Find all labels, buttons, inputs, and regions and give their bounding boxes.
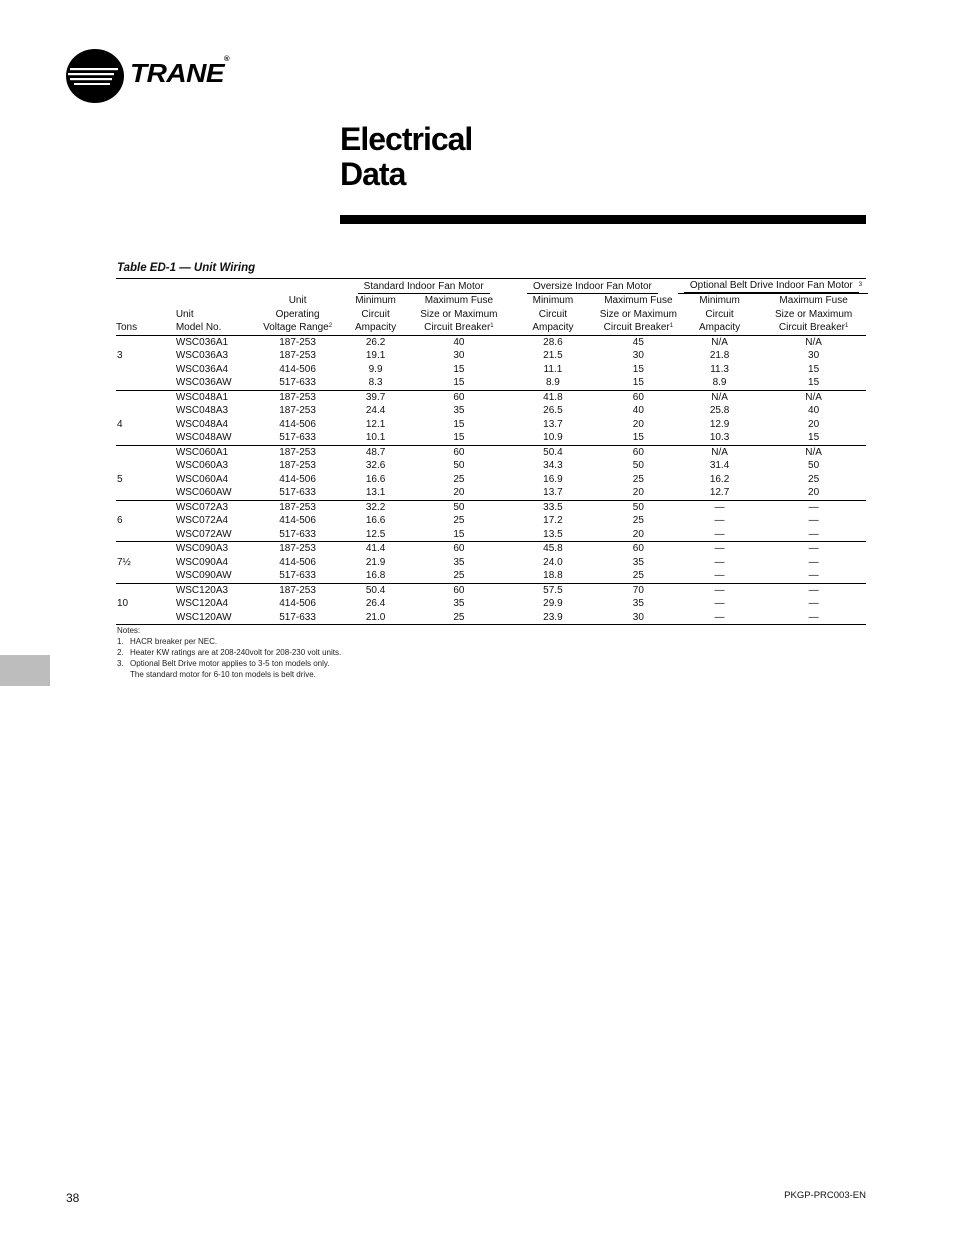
tons-cell: 7½ [117, 556, 131, 568]
value-cell: 39.7 [365, 391, 386, 403]
tons-cell [116, 500, 176, 514]
value-cell: 50 [632, 460, 644, 471]
model-cell: WSC060A1 [175, 446, 229, 458]
value-cell: 25 [453, 473, 465, 485]
value-cell: 8.9 [507, 376, 599, 390]
value-cell: 31.4 [709, 460, 730, 471]
value-cell: 15 [411, 528, 507, 542]
table-caption: Table ED-1 — Unit Wiring [117, 262, 256, 274]
value-cell: 8.9 [678, 376, 761, 390]
value-cell: 60 [632, 446, 644, 458]
value-cell: 34.3 [543, 460, 563, 471]
table-row [116, 431, 866, 445]
value-cell: 25 [808, 473, 820, 485]
trane-wordmark: TRANE® [130, 56, 230, 88]
table-row [116, 376, 866, 390]
value-cell: — [808, 501, 819, 513]
model-cell: WSC036A4 [175, 363, 229, 375]
value-cell: 414-506 [279, 418, 316, 430]
table-row [116, 528, 866, 542]
value-cell: — [808, 556, 819, 568]
value-cell: 17.2 [543, 515, 563, 526]
model-cell: WSC048AW [176, 431, 255, 445]
value-cell: — [714, 543, 725, 554]
tons-cell [116, 363, 176, 377]
value-cell: 15 [599, 376, 678, 390]
value-cell: 187-253 [279, 584, 316, 596]
model-cell: WSC036A3 [175, 350, 229, 361]
tons-group [116, 542, 866, 584]
value-cell: 21.5 [543, 350, 563, 361]
header-mfs-2-b: Size or Maximum [599, 308, 677, 320]
header-mca-2-c: Circuit [705, 308, 734, 320]
value-cell: — [808, 584, 819, 596]
table-notes [117, 625, 341, 680]
value-cell: 9.9 [368, 363, 383, 375]
value-cell: 50.4 [365, 584, 386, 596]
value-cell: 26.2 [365, 336, 386, 348]
group-header-standard: Standard Indoor Fan Motor [340, 279, 507, 295]
value-cell: 40 [632, 405, 644, 416]
value-cell: 13.7 [507, 486, 599, 500]
model-cell: WSC090A4 [175, 556, 229, 568]
header-mfs-1: Maximum Fuse [424, 295, 494, 306]
value-cell: 517-633 [255, 569, 340, 583]
header-mfs-3-c: Circuit Breaker$^1$ [761, 321, 866, 335]
title-rule [340, 215, 866, 224]
value-cell: 50 [808, 460, 820, 471]
value-cell: 35 [453, 556, 465, 568]
value-cell: 20 [632, 418, 644, 430]
value-cell: 50.4 [543, 446, 563, 458]
value-cell: 20 [411, 486, 507, 500]
tons-cell: 4 [117, 418, 123, 430]
header-volt-1: Unit [288, 295, 307, 306]
value-cell: 12.5 [340, 528, 411, 542]
header-mfs-2-c: Size or Maximum [774, 308, 853, 320]
model-cell: WSC072A3 [175, 501, 229, 513]
table-row [116, 445, 866, 459]
tons-cell [116, 542, 176, 556]
tons-cell: 10 [117, 598, 129, 609]
value-cell: 25 [599, 569, 678, 583]
header-mca-3: Ampacity [340, 321, 411, 335]
table-row [116, 597, 866, 611]
value-cell: 21.8 [709, 350, 730, 361]
note-item: 2. Heater KW ratings are at 208-240volt for 208-230 volt units. [117, 648, 342, 657]
tons-cell [116, 486, 176, 500]
tons-group [116, 583, 866, 625]
value-cell: — [678, 569, 761, 583]
header-volt-2: Operating [275, 308, 320, 320]
value-cell: 10.1 [340, 431, 411, 445]
value-cell: 16.6 [365, 515, 386, 526]
group-header-oversize: Oversize Indoor Fan Motor [507, 279, 678, 295]
value-cell: 29.9 [543, 598, 563, 609]
header-mca-1-b: Minimum [532, 295, 574, 306]
value-cell: 20 [599, 528, 678, 542]
value-cell: 187-253 [279, 543, 316, 554]
value-cell: 60 [453, 584, 465, 596]
value-cell: 13.5 [507, 528, 599, 542]
value-cell: 45 [632, 336, 644, 348]
table-row [116, 514, 866, 528]
value-cell: 517-633 [255, 431, 340, 445]
value-cell: 187-253 [279, 446, 316, 458]
value-cell: 16.6 [365, 473, 386, 485]
model-cell: WSC048A1 [175, 391, 229, 403]
value-cell: N/A [805, 391, 822, 403]
table-row [116, 542, 866, 556]
value-cell: 517-633 [255, 486, 340, 500]
value-cell: — [714, 598, 725, 609]
page-number: 38 [66, 1191, 80, 1205]
tons-cell: 6 [117, 515, 123, 526]
table-row [116, 473, 866, 487]
value-cell: 35 [632, 556, 644, 568]
model-cell: WSC072AW [176, 528, 255, 542]
value-cell: 187-253 [279, 391, 316, 403]
table-row [116, 556, 866, 570]
value-cell: 16.2 [709, 473, 730, 485]
trane-logo-mark-icon [66, 48, 126, 104]
table-row [116, 349, 866, 363]
value-cell: 187-253 [279, 405, 316, 416]
header-mca-1: Minimum [355, 295, 396, 306]
value-cell: 48.7 [365, 446, 386, 458]
value-cell: — [714, 584, 725, 596]
value-cell: 45.8 [543, 543, 563, 554]
value-cell: 35 [453, 598, 465, 609]
value-cell: 41.4 [365, 543, 386, 554]
page-title [340, 122, 472, 192]
model-cell: WSC120A4 [175, 598, 229, 609]
tons-group [116, 500, 866, 542]
tons-cell [116, 459, 176, 473]
value-cell: — [678, 611, 761, 625]
value-cell: 30 [808, 350, 820, 361]
value-cell: N/A [711, 446, 728, 458]
table-row [116, 404, 866, 418]
value-cell: 35 [632, 598, 644, 609]
tons-cell: 5 [117, 473, 123, 485]
value-cell: — [761, 569, 866, 583]
value-cell: 414-506 [279, 598, 316, 609]
model-cell: WSC036A1 [175, 336, 229, 348]
value-cell: 517-633 [255, 611, 340, 625]
header-volt-3: Voltage Range$^2$ [255, 321, 340, 335]
value-cell: 187-253 [279, 350, 316, 361]
group-header-belt-drive: Optional Belt Drive Indoor Fan Motor $^3$ [678, 279, 866, 295]
value-cell: 50 [632, 501, 644, 513]
tons-cell [116, 335, 176, 349]
tons-cell [116, 583, 176, 597]
value-cell: 70 [632, 584, 644, 596]
trane-logo [66, 48, 236, 104]
value-cell: 15 [411, 431, 507, 445]
value-cell: 8.3 [340, 376, 411, 390]
value-cell: 30 [453, 350, 465, 361]
document-code: PKGP-PRC003-EN [784, 1190, 866, 1201]
header-tons: Tons [116, 321, 176, 335]
value-cell: 12.7 [678, 486, 761, 500]
header-mca-1-c: Minimum [699, 295, 740, 306]
value-cell: 40 [453, 336, 465, 348]
value-cell: 40 [808, 405, 820, 416]
tons-cell [116, 431, 176, 445]
value-cell: — [761, 528, 866, 542]
value-cell: 60 [453, 391, 465, 403]
model-cell: WSC060AW [176, 486, 255, 500]
tons-cell [116, 390, 176, 404]
value-cell: N/A [805, 446, 822, 458]
value-cell: 25 [632, 515, 644, 526]
value-cell: 60 [632, 543, 644, 554]
page-title-line-2: Data [340, 156, 406, 192]
header-mfs-1-c: Maximum Fuse [779, 295, 848, 306]
tons-cell [116, 569, 176, 583]
value-cell: 414-506 [279, 515, 316, 526]
value-cell: 50 [453, 460, 465, 471]
value-cell: 12.9 [709, 418, 730, 430]
value-cell: 28.6 [543, 336, 563, 348]
value-cell: 11.3 [710, 363, 729, 375]
header-mca-2-b: Circuit [538, 308, 568, 320]
value-cell: 13.7 [543, 418, 563, 430]
value-cell: 15 [453, 363, 465, 375]
value-cell: 18.8 [507, 569, 599, 583]
value-cell: 21.9 [365, 556, 386, 568]
value-cell: 23.9 [507, 611, 599, 625]
section-tab [0, 655, 50, 686]
value-cell: — [714, 501, 725, 513]
value-cell: 33.5 [543, 501, 563, 513]
header-mfs-2: Size or Maximum [420, 308, 498, 320]
table-row [116, 611, 866, 625]
header-mca-2: Circuit [361, 308, 390, 320]
header-mfs-1-b: Maximum Fuse [604, 295, 673, 306]
table-row [116, 459, 866, 473]
value-cell: 15 [453, 418, 465, 430]
value-cell: 41.8 [543, 391, 563, 403]
header-mfs-3-b: Circuit Breaker$^1$ [599, 321, 678, 335]
header-mfs-3: Circuit Breaker$^1$ [411, 321, 507, 335]
value-cell: 25 [411, 569, 507, 583]
value-cell: — [808, 515, 819, 526]
value-cell: 26.4 [365, 598, 386, 609]
table-row [116, 363, 866, 377]
table-row [116, 390, 866, 404]
value-cell: 12.1 [365, 418, 386, 430]
value-cell: 32.6 [365, 460, 386, 471]
value-cell: 10.9 [507, 431, 599, 445]
value-cell: 60 [453, 543, 465, 554]
notes-heading: Notes: [117, 626, 141, 635]
header-mca-3-c: Ampacity [678, 321, 761, 335]
value-cell: N/A [711, 391, 728, 403]
value-cell: 25 [411, 611, 507, 625]
table-row [116, 486, 866, 500]
tons-group [116, 390, 866, 445]
header-model-2: Model No. [176, 321, 255, 335]
header-mca-3-b: Ampacity [507, 321, 599, 335]
value-cell: 13.1 [340, 486, 411, 500]
value-cell: 30 [599, 611, 678, 625]
value-cell: 32.2 [365, 501, 386, 513]
tons-cell [116, 528, 176, 542]
model-cell: WSC048A4 [175, 418, 229, 430]
value-cell: 15 [599, 431, 678, 445]
value-cell: N/A [711, 336, 728, 348]
value-cell: 187-253 [279, 501, 316, 513]
value-cell: 26.5 [543, 405, 563, 416]
note-item: The standard motor for 6-10 ton models is belt drive. [130, 670, 316, 679]
value-cell: 517-633 [255, 376, 340, 390]
value-cell: 187-253 [279, 336, 316, 348]
value-cell: 15 [761, 376, 866, 390]
value-cell: 35 [453, 405, 465, 416]
note-item: 1. HACR breaker per NEC. [117, 637, 218, 646]
value-cell: 20 [599, 486, 678, 500]
tons-group [116, 445, 866, 500]
tons-cell [116, 611, 176, 625]
tons-cell: 3 [117, 350, 123, 361]
model-cell: WSC090A3 [175, 543, 229, 554]
value-cell: 187-253 [279, 460, 316, 471]
value-cell: 10.3 [678, 431, 761, 445]
table-row [116, 569, 866, 583]
value-cell: 25 [453, 515, 465, 526]
value-cell: 24.0 [543, 556, 563, 568]
model-cell: WSC120AW [176, 611, 255, 625]
value-cell: — [808, 543, 819, 554]
table-row [116, 418, 866, 432]
note-item: 3. Optional Belt Drive motor applies to 3-5 ton models only. [117, 659, 330, 668]
value-cell: 15 [808, 363, 820, 375]
value-cell: 57.5 [543, 584, 563, 596]
value-cell: 19.1 [365, 350, 386, 361]
value-cell: 20 [808, 418, 820, 430]
value-cell: 24.4 [365, 405, 386, 416]
value-cell: 25.8 [709, 405, 730, 416]
value-cell: — [761, 611, 866, 625]
table-row [116, 583, 866, 597]
value-cell: 414-506 [279, 473, 316, 485]
model-cell: WSC090AW [176, 569, 255, 583]
value-cell: 60 [453, 446, 465, 458]
value-cell: 15 [411, 376, 507, 390]
model-cell: WSC060A3 [175, 460, 229, 471]
value-cell: — [808, 598, 819, 609]
model-cell: WSC120A3 [175, 584, 229, 596]
table-row [116, 335, 866, 349]
table-row [116, 500, 866, 514]
value-cell: 21.0 [340, 611, 411, 625]
value-cell: 11.1 [543, 363, 563, 375]
page-title-line-1: Electrical [340, 121, 473, 157]
value-cell: 414-506 [279, 556, 316, 568]
value-cell: 16.9 [543, 473, 563, 485]
header-model-1: Unit [175, 308, 194, 320]
value-cell: 30 [632, 350, 644, 361]
value-cell: 414-506 [279, 363, 316, 375]
tons-cell [116, 376, 176, 390]
tons-cell [116, 445, 176, 459]
tons-cell [116, 404, 176, 418]
value-cell: 16.8 [340, 569, 411, 583]
model-cell: WSC036AW [176, 376, 255, 390]
model-cell: WSC060A4 [175, 473, 229, 485]
value-cell: 15 [632, 363, 644, 375]
value-cell: N/A [805, 336, 822, 348]
unit-wiring-table [116, 278, 866, 625]
value-cell: 60 [632, 391, 644, 403]
value-cell: 50 [453, 501, 465, 513]
value-cell: — [714, 515, 725, 526]
model-cell: WSC048A3 [175, 405, 229, 416]
value-cell: 25 [632, 473, 644, 485]
value-cell: 20 [761, 486, 866, 500]
model-cell: WSC072A4 [175, 515, 229, 526]
value-cell: — [714, 556, 725, 568]
value-cell: — [678, 528, 761, 542]
value-cell: 517-633 [255, 528, 340, 542]
tons-group [116, 335, 866, 390]
value-cell: 15 [761, 431, 866, 445]
